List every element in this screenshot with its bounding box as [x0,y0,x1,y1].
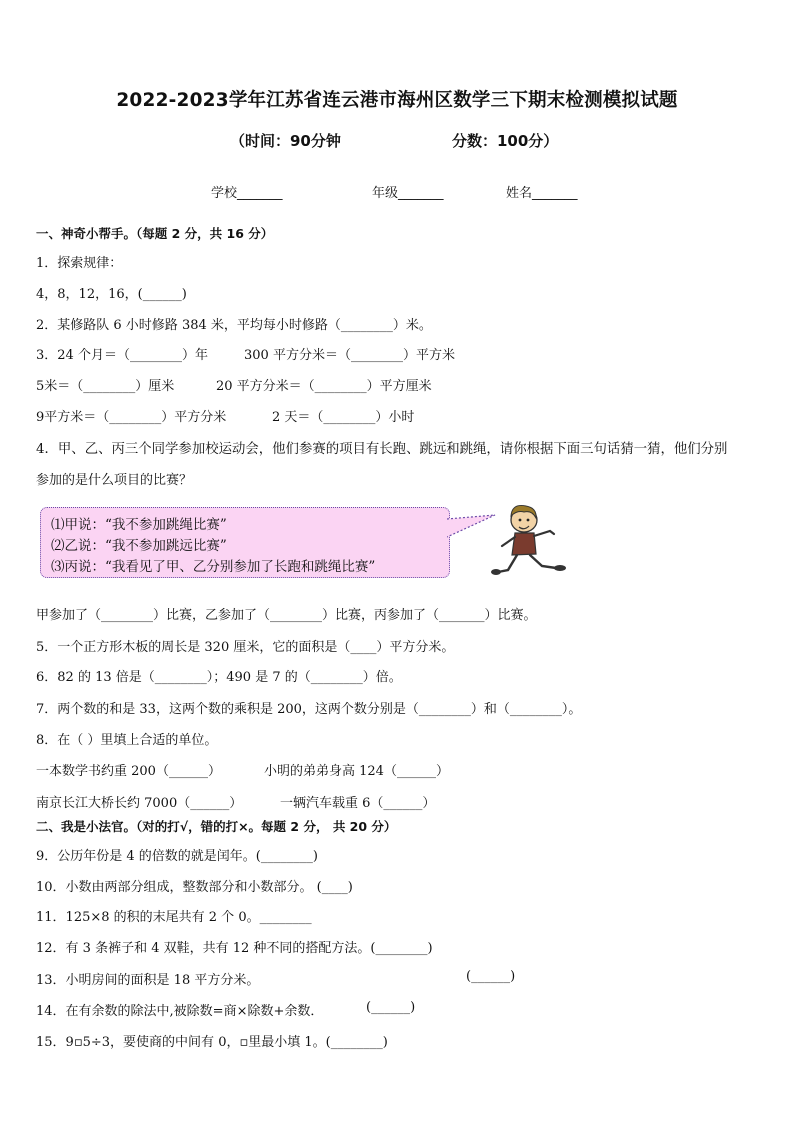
question-11: 11．125×8 的积的末尾共有 2 个 0。________ [36,910,312,925]
question-3c: 5米＝（________）厘米 [36,379,175,394]
exam-score: 分数：100分） [452,132,559,150]
page-title: 2022-2023学年江苏省连云港市海州区数学三下期末检测模拟试题 [116,90,678,111]
question-5: 5．一个正方形木板的周长是 320 厘米，它的面积是（____）平方分米。 [36,640,455,655]
exam-time: （时间：90分钟 [230,132,341,150]
question-1: 1．探索规律： [36,256,123,271]
question-3a: 3．24 个月＝（________）年 [36,348,208,363]
question-14-answer: (______) [366,1000,416,1015]
question-3f: 2 天＝（________）小时 [272,410,415,425]
question-2: 2．某修路队 6 小时修路 384 米，平均每小时修路（________）米。 [36,318,432,333]
question-8a: 一本数学书约重 200（______） [36,764,221,779]
bubble-line-1: ⑴甲说：“我不参加跳绳比赛” [51,517,227,533]
running-boy-illustration [490,500,572,582]
question-4-answer: 甲参加了（________）比赛，乙参加了（________）比赛，丙参加了（_______）比赛。 [36,608,537,623]
question-6: 6．82 的 13 倍是（________）；490 是 7 的（________）倍。 [36,670,402,685]
speech-bubble [40,507,450,578]
question-12: 12．有 3 条裤子和 4 双鞋，共有 12 种不同的搭配方法。(________) [36,941,433,956]
bubble-line-3: ⑶丙说：“我看见了甲、乙分别参加了长跑和跳绳比赛” [51,559,376,575]
question-10: 10．小数由两部分组成，整数部分和小数部分。 (____) [36,880,353,895]
name-field[interactable]: 姓名_______ [506,186,578,201]
question-13-answer: (______) [466,969,516,984]
grade-field[interactable]: 年级_______ [372,186,444,201]
question-3e: 9平方米＝（________）平方分米 [36,410,227,425]
question-7: 7．两个数的和是 33，这两个数的乘积是 200，这两个数分别是（________）和（________）。 [36,702,582,717]
question-13: 13．小明房间的面积是 18 平方分米。 [36,973,260,988]
section-1-heading: 一、神奇小帮手。（每题 2 分，共 16 分） [36,226,274,241]
bubble-line-2: ⑵乙说：“我不参加跳远比赛” [51,538,227,554]
question-3b: 300 平方分米＝（________）平方米 [244,348,455,363]
question-8b: 小明的弟弟身高 124（______） [264,764,449,779]
question-9: 9．公历年份是 4 的倍数的就是闰年。(________) [36,849,318,864]
question-8d: 一辆汽车载重 6（______） [280,796,436,811]
question-14: 14．在有余数的除法中,被除数=商×除数+余数． [36,1004,324,1019]
question-8: 8．在（ ）里填上合适的单位。 [36,733,218,748]
question-4-continued: 参加的是什么项目的比赛？ [36,473,193,488]
question-8c: 南京长江大桥长约 7000（______） [36,796,243,811]
question-3d: 20 平方分米＝（________）平方厘米 [216,379,432,394]
question-4: 4．甲、乙、丙三个同学参加校运动会，他们参赛的项目有长跑、跳远和跳绳，请你根据下面三句话猜一猜，他们分别 [36,442,728,457]
question-1-sequence: 4，8，12，16，(______) [36,287,187,302]
school-field[interactable]: 学校_______ [211,186,283,201]
section-2-heading: 二、我是小法官。（对的打√，错的打×。每题 2 分， 共 20 分） [36,819,397,834]
question-15: 15．9▫5÷3，要使商的中间有 0，▫里最小填 1。(________) [36,1035,388,1050]
